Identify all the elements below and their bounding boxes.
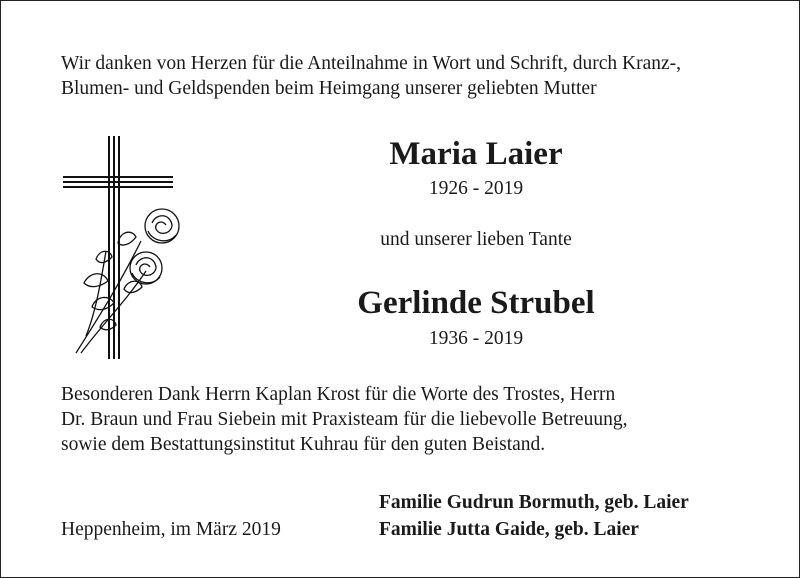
intro-line-2: Blumen- und Geldspenden beim Heimgang unserer geliebten Mutter — [61, 78, 597, 99]
intro-line-1: Wir danken von Herzen für die Anteilnahme in Wort und Schrift, durch Kranz-, — [61, 53, 682, 74]
place-date: Heppenheim, im März 2019 — [61, 519, 281, 540]
deceased-name-2: Gerlinde Strubel — [357, 285, 595, 321]
intro-text — [61, 51, 681, 101]
cross-icon — [63, 136, 173, 359]
thanks-text — [61, 382, 627, 457]
thanks-line-1: Besonderen Dank Herrn Kaplan Krost für die Worte des Trostes, Herrn — [61, 384, 616, 405]
deceased-years-1: 1926 - 2019 — [428, 178, 524, 199]
deceased-years-2: 1936 - 2019 — [428, 328, 524, 349]
signature-1: Familie Gudrun Bormuth, geb. Laier — [379, 492, 689, 513]
thanks-line-2: Dr. Braun und Frau Siebein mit Praxisteam für die liebevolle Betreuung, — [61, 409, 628, 430]
thanks-line-3: sowie dem Bestattungsinstitut Kuhrau für den guten Beistand. — [61, 434, 546, 455]
cross-with-roses-icon — [56, 131, 191, 363]
signature-2: Familie Jutta Gaide, geb. Laier — [379, 519, 639, 540]
connector-text: und unserer lieben Tante — [380, 229, 572, 250]
deceased-name-1: Maria Laier — [389, 136, 563, 172]
roses-icon — [76, 209, 179, 353]
